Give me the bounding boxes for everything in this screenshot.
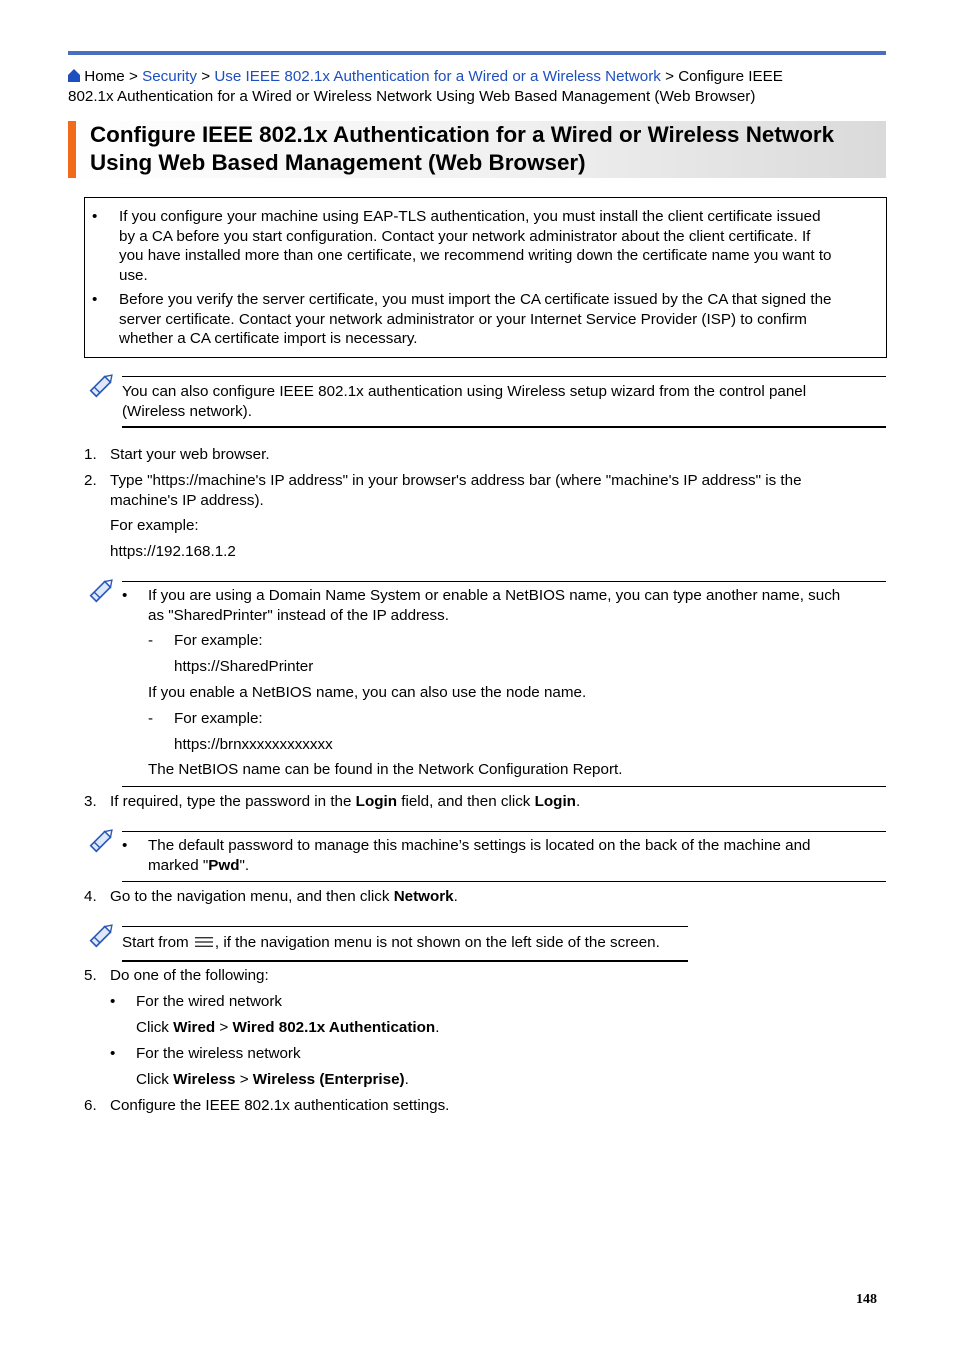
breadcrumb-separator: > [201,68,211,85]
important-item [92,290,879,349]
text-run: . [453,888,458,905]
text-run: . [575,793,581,810]
text-run: Start from [122,934,193,951]
step-text: Configure the IEEE 802.1x authentication settings. [110,1097,450,1114]
text-line: If you are using a Domain Name System or enable a NetBIOS name, you can type another name, such [148,587,841,604]
example-label: For example: [174,710,263,727]
step-number: 3. [84,793,97,810]
important-item [92,207,879,285]
step-number: 1. [84,446,97,463]
breadcrumb-current-cont: 802.1x Authentication for a Wired or Wireless Network Using Web Based Management (Web Browser) [68,87,756,105]
note-top-rule [122,376,886,377]
breadcrumb [68,67,868,106]
note-text [122,382,882,421]
step-text [110,792,580,812]
option-instruction [136,1018,439,1038]
breadcrumb-home[interactable]: Home [84,68,125,85]
text-run: field, and then click [397,793,535,810]
note-text: If you enable a NetBIOS name, you can also use the node name. [148,684,587,701]
example-url: https://brnxxxxxxxxxxxx [174,736,333,753]
text-line: If you configure your machine using EAP-TLS authentication, you must install the client certificate issued [119,208,821,225]
breadcrumb-security-link[interactable]: Security [142,68,197,85]
important-box [84,197,887,358]
step-text: Do one of the following: [110,967,269,984]
menu-icon [195,936,213,948]
note-text [122,933,660,953]
example-label: For example: [174,632,263,649]
text-run: > [215,1019,233,1036]
text-line: Before you verify the server certificate, you must import the CA certificate issued by the CA that signed the [119,291,832,308]
dash-marker: - [148,632,154,649]
text-run: Click [136,1071,174,1088]
text-line: Type "https://machine's IP address" in your browser's address bar (where "machine's IP address" is the [110,472,802,489]
bullet: • [122,837,128,854]
text-line: by a CA before you start configuration. Contact your network administrator about the client certificate. If [119,227,811,245]
ui-term-wired: Wired [173,1019,216,1036]
bullet: • [110,993,116,1010]
step-text [110,471,880,510]
text-line: You can also configure IEEE 802.1x authentication using Wireless setup wizard from the control panel [122,383,807,400]
text-line: use. [119,266,148,284]
dash-marker: - [148,710,154,727]
text-run: ". [239,856,250,874]
text-line: whether a CA certificate import is necessary. [119,330,418,347]
pencil-note-icon [86,369,118,401]
option-label: For the wireless network [136,1045,301,1062]
text-run: , if the navigation menu is not shown on the left side of the screen. [214,934,660,951]
step-text: Start your web browser. [110,446,270,463]
bullet: • [92,291,98,308]
pencil-note-icon [86,574,118,606]
home-icon[interactable] [68,69,80,82]
breadcrumb-separator: > [128,68,138,85]
text-line: server certificate. Contact your network administrator or your Internet Service Provider (ISP) to confirm [119,310,807,328]
bullet: • [92,208,98,225]
example-url: https://192.168.1.2 [110,543,236,560]
note-top-rule [122,926,688,927]
page-title-line: Configure IEEE 802.1x Authentication for a Wired or Wireless Network [90,122,835,147]
ui-term-wireless-enterprise: Wireless (Enterprise) [252,1071,405,1088]
note-text [148,586,884,625]
text-line: you have installed more than one certificate, we recommend writing down the certificate name you want to [119,247,832,264]
example-label: For example: [110,517,199,534]
note-bottom-rule [122,426,886,428]
note-bottom-rule [122,960,688,962]
pencil-note-icon [86,824,118,856]
ui-term-pwd: Pwd [208,856,240,874]
pencil-note-icon [86,919,118,951]
ui-term-login-field: Login [355,793,397,810]
option-label: For the wired network [136,993,283,1010]
step-number: 5. [84,967,97,984]
text-line: (Wireless network). [122,402,252,420]
text-run: Go to the navigation menu, and then click [110,888,394,905]
option-instruction [136,1070,409,1090]
text-line: as "SharedPrinter" instead of the IP address. [148,606,449,624]
breadcrumb-current: Configure IEEE [678,68,783,85]
example-url: https://SharedPrinter [174,658,314,675]
note-bottom-rule [122,786,886,787]
note-top-rule [122,581,886,582]
note-text: The NetBIOS name can be found in the Network Configuration Report. [148,761,623,778]
note-text [148,836,884,875]
title-block [68,121,886,178]
step-number: 2. [84,472,97,489]
text-line: machine's IP address). [110,491,264,509]
ui-term-wired-auth: Wired 802.1x Authentication [232,1019,436,1036]
ui-term-wireless: Wireless [173,1071,236,1088]
text-line: The default password to manage this machine’s settings is located on the back of the machine and [148,837,811,854]
page-number: 148 [856,1292,877,1307]
ui-term-network: Network [393,888,454,905]
title-accent-bar [68,121,76,178]
text-run: . [435,1019,440,1036]
text-run: marked " [148,856,209,874]
top-rule [68,51,886,55]
text-run: . [404,1071,409,1088]
breadcrumb-separator: > [665,68,674,85]
text-run: Click [136,1019,174,1036]
text-run: > [235,1071,253,1088]
note-bottom-rule [122,881,886,882]
step-number: 4. [84,888,97,905]
page-title-line: Using Web Based Management (Web Browser) [90,150,586,175]
text-run: If required, type the password in the [110,793,356,810]
bullet: • [122,587,128,604]
ui-term-login-button: Login [534,793,576,810]
breadcrumb-ieee-link[interactable]: Use IEEE 802.1x Authentication for a Wired or a Wireless Network [214,68,661,85]
step-text [110,887,458,907]
bullet: • [110,1045,116,1062]
note-top-rule [122,831,886,832]
step-number: 6. [84,1097,97,1114]
page-title [90,121,880,177]
